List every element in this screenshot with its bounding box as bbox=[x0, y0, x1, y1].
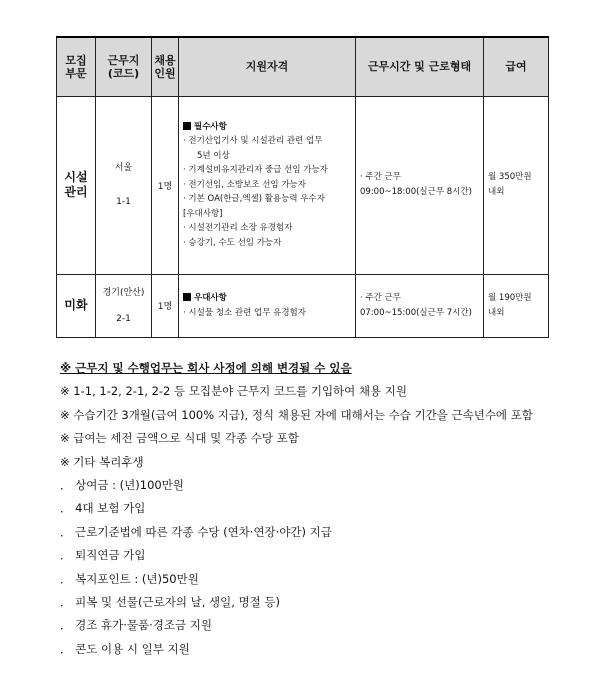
header-pay: 급여 bbox=[484, 37, 549, 96]
row-location bbox=[96, 96, 152, 274]
benefit-item: ． 복지포인트 : (년)50만원 bbox=[60, 571, 199, 586]
benefit-item: ． 4대 보험 가입 bbox=[60, 501, 146, 516]
table-row bbox=[57, 96, 549, 274]
location-code: 1-1 bbox=[116, 197, 131, 207]
location-name: 서울 bbox=[114, 163, 133, 173]
row-pay: 월 190만원 내외 bbox=[484, 274, 549, 337]
location-name: 경기(안산) bbox=[102, 287, 145, 298]
row-dept: 시설 관리 bbox=[57, 96, 96, 274]
note-item: ※ 1-1, 1-2, 2-1, 2-2 등 모집분야 근무지 코드를 기입하여 채용 지원 bbox=[60, 384, 408, 399]
row-count: 1명 bbox=[152, 96, 179, 274]
row-location bbox=[96, 274, 152, 337]
note-item: ※ 급여는 세전 금액으로 식대 및 각종 수당 포함 bbox=[60, 431, 299, 446]
note-item: ※ 수습기간 3개월(급여 100% 지급), 정식 채용된 자에 대해서는 수습 기간을 근속년수에 포함 bbox=[60, 407, 533, 422]
notes-list bbox=[60, 357, 560, 661]
note-item: ※ 기타 복리후생 bbox=[60, 454, 144, 469]
row-qualification: 우대사항 · 시설물 청소 관련 업무 유경험자 bbox=[179, 274, 356, 337]
header-hours: 근무시간 및 근로형태 bbox=[356, 37, 484, 96]
square-bullet-icon bbox=[183, 122, 191, 130]
table-header-row bbox=[57, 37, 549, 96]
header-qualification: 지원자격 bbox=[179, 37, 356, 96]
header-dept: 모집 부문 bbox=[57, 37, 96, 96]
row-qualification: 필수사항 · 전기산업기사 및 시설관리 관련 업무 5년 이상 · 기계설비유지관리자 중급 선임 가능자 · 전기선임, 소방보조 선임 가능자 · 기본 OA(한글,엑셀) 활용능력 우수자 [우대사항] · 시설전기관리 소장 유경험자 · 승강기, 수도 선임 가능자 bbox=[179, 96, 356, 274]
recruitment-table bbox=[56, 36, 549, 338]
benefit-item: ． 피복 및 선물(근로자의 날, 생일, 명절 등) bbox=[60, 595, 281, 610]
benefit-item: ． 상여금 : (년)100만원 bbox=[60, 478, 184, 493]
header-location: 근무지 (코드) bbox=[96, 37, 152, 96]
note-item: ※ 근무지 및 수행업무는 회사 사정에 의해 변경될 수 있음 bbox=[60, 361, 352, 375]
benefit-item: ． 경조 휴가·물품·경조금 지원 bbox=[60, 618, 212, 633]
benefit-item: ． 근로기준법에 따른 각종 수당 (연차·연장·야간) 지급 bbox=[60, 524, 332, 539]
row-hours: · 주간 근무 09:00~18:00(실근무 8시간) bbox=[356, 96, 484, 274]
location-code: 2-1 bbox=[116, 313, 131, 324]
header-count: 채용 인원 bbox=[152, 37, 179, 96]
row-count: 1명 bbox=[152, 274, 179, 337]
square-bullet-icon bbox=[183, 293, 191, 301]
row-dept: 미화 bbox=[57, 274, 96, 337]
row-pay: 월 350만원 내외 bbox=[484, 96, 549, 274]
benefit-item: ． 퇴직연금 가입 bbox=[60, 548, 146, 563]
benefit-item: ． 콘도 이용 시 일부 지원 bbox=[60, 641, 190, 656]
row-hours: · 주간 근무 07:00~15:00(실근무 7시간) bbox=[356, 274, 484, 337]
table-row bbox=[57, 274, 549, 337]
